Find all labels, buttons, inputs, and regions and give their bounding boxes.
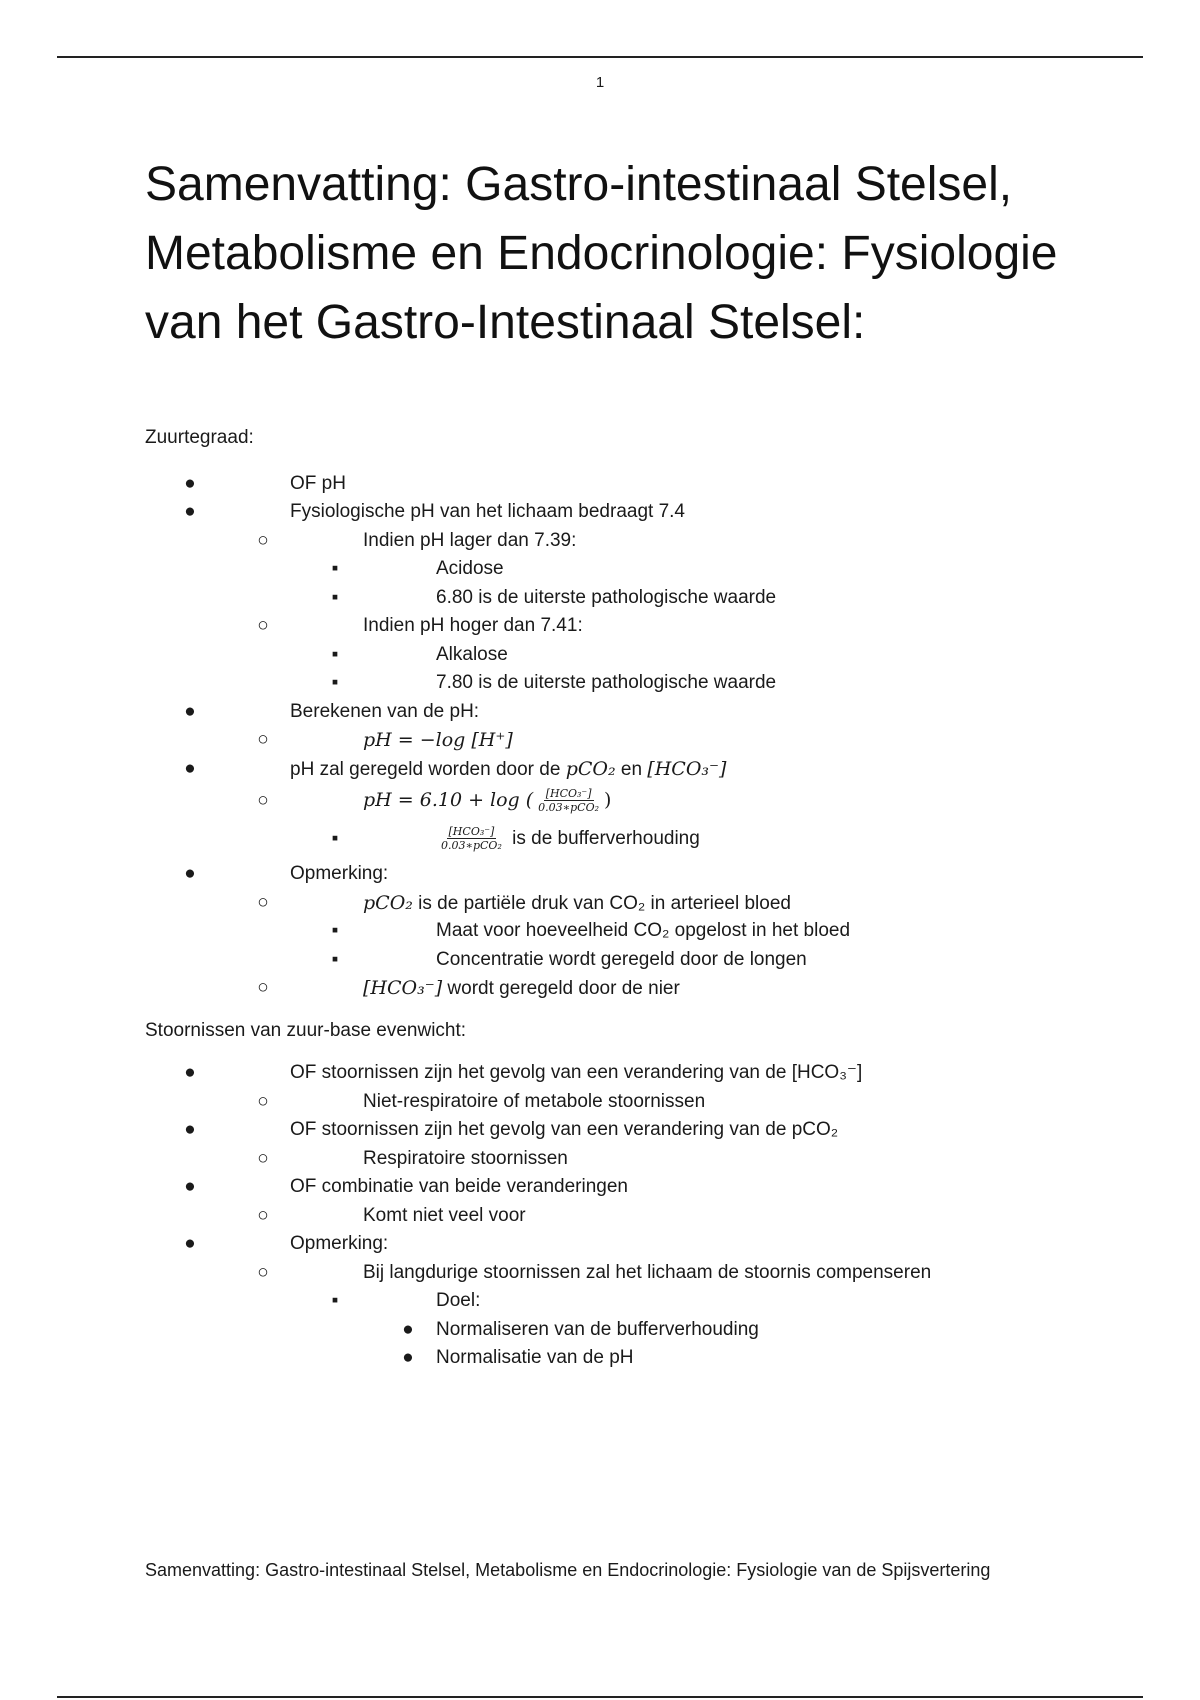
list-item: ● Opmerking: bbox=[184, 1233, 389, 1254]
list-item: ● Fysiologische pH van het lichaam bedraagt 7.4 bbox=[184, 501, 686, 522]
list-item: ○ pH = 6.10 + log ( $\frac{\text{[HCO₃⁻]}}{\text{0.03∗pCO₂}}$ ) bbox=[257, 787, 612, 815]
list-item: ▪ Acidose bbox=[331, 558, 504, 579]
formula-ph: pH = −log [H⁺] bbox=[363, 729, 513, 751]
formula-fraction: $\frac{\text{[HCO₃⁻]}}{\text{0.03∗pCO₂}}$ bbox=[538, 787, 600, 815]
document-body bbox=[145, 424, 1145, 1373]
list-item: ● Normalisatie van de pH bbox=[402, 1347, 634, 1368]
list-item: ● OF pH bbox=[184, 472, 346, 494]
header-rule bbox=[57, 56, 1143, 58]
list-item: ▪ Doel: bbox=[331, 1290, 481, 1311]
list-item: ▪ Concentratie wordt geregeld door de longen bbox=[331, 948, 807, 970]
section-heading-zuurtegraad: Zuurtegraad: bbox=[145, 427, 254, 448]
list-item: ○ Indien pH lager dan 7.39: bbox=[257, 529, 577, 551]
page-footer: Samenvatting: Gastro-intestinaal Stelsel, Metabolisme en Endocrinologie: Fysiologie van de Spijsvertering bbox=[145, 1560, 991, 1580]
formula-henderson: pH = 6.10 + log ( bbox=[363, 789, 534, 811]
page-number: 1 bbox=[595, 74, 605, 91]
list-item: ○ [HCO₃⁻] wordt geregeld door de nier bbox=[257, 977, 680, 999]
list-item: ○ Komt niet veel voor bbox=[257, 1204, 526, 1226]
list-item: ● pH zal geregeld worden door de pCO₂ en [HCO₃⁻] bbox=[184, 757, 727, 780]
list-item: ○ Niet-respiratoire of metabole stoornissen bbox=[257, 1090, 706, 1112]
list-item: ○ Indien pH hoger dan 7.41: bbox=[257, 615, 583, 636]
list-item: ○ Respiratoire stoornissen bbox=[257, 1147, 568, 1169]
list-item: ● OF stoornissen zijn het gevolg van een verandering van de [HCO₃⁻] bbox=[184, 1062, 863, 1083]
list-item: ▪ 7.80 is de uiterste pathologische waarde bbox=[331, 672, 777, 693]
list-item: ● Berekenen van de pH: bbox=[184, 700, 480, 722]
list-item: ● OF combinatie van beide veranderingen bbox=[184, 1176, 628, 1197]
section-heading-stoornissen: Stoornissen van zuur-base evenwicht: bbox=[145, 1019, 467, 1041]
list-item: ▪ 6.80 is de uiterste pathologische waarde bbox=[331, 586, 777, 608]
list-item: ▪ Alkalose bbox=[331, 643, 508, 665]
list-item: ○ pCO₂ is de partiële druk van CO₂ in arterieel bloed bbox=[257, 891, 791, 914]
list-item: ▪ $\frac{\text{[HCO₃⁻]}}{\text{0.03∗pCO₂}}$ is de bufferverhouding bbox=[331, 825, 700, 853]
list-item: ● Normaliseren van de bufferverhouding bbox=[402, 1318, 759, 1340]
list-item: ● OF stoornissen zijn het gevolg van een verandering van de pCO₂ bbox=[184, 1119, 839, 1140]
footer-rule bbox=[57, 1696, 1143, 1698]
buffer-fraction: $\frac{\text{[HCO₃⁻]}}{\text{0.03∗pCO₂}}$ bbox=[441, 825, 502, 853]
list-item: ▪ Maat voor hoeveelheid CO₂ opgelost in het bloed bbox=[331, 920, 851, 941]
document-title: Samenvatting: Gastro-intestinaal Stelsel, Metabolisme en Endocrinologie: Fysiologie van het Gastro-Intestinaal Stelsel: bbox=[145, 158, 1058, 349]
list-item: ○ pH = −log [H⁺] bbox=[257, 729, 513, 751]
list-item: ○ Bij langdurige stoornissen zal het lichaam de stoornis compenseren bbox=[257, 1261, 932, 1283]
list-item: ● Opmerking: bbox=[184, 863, 389, 884]
